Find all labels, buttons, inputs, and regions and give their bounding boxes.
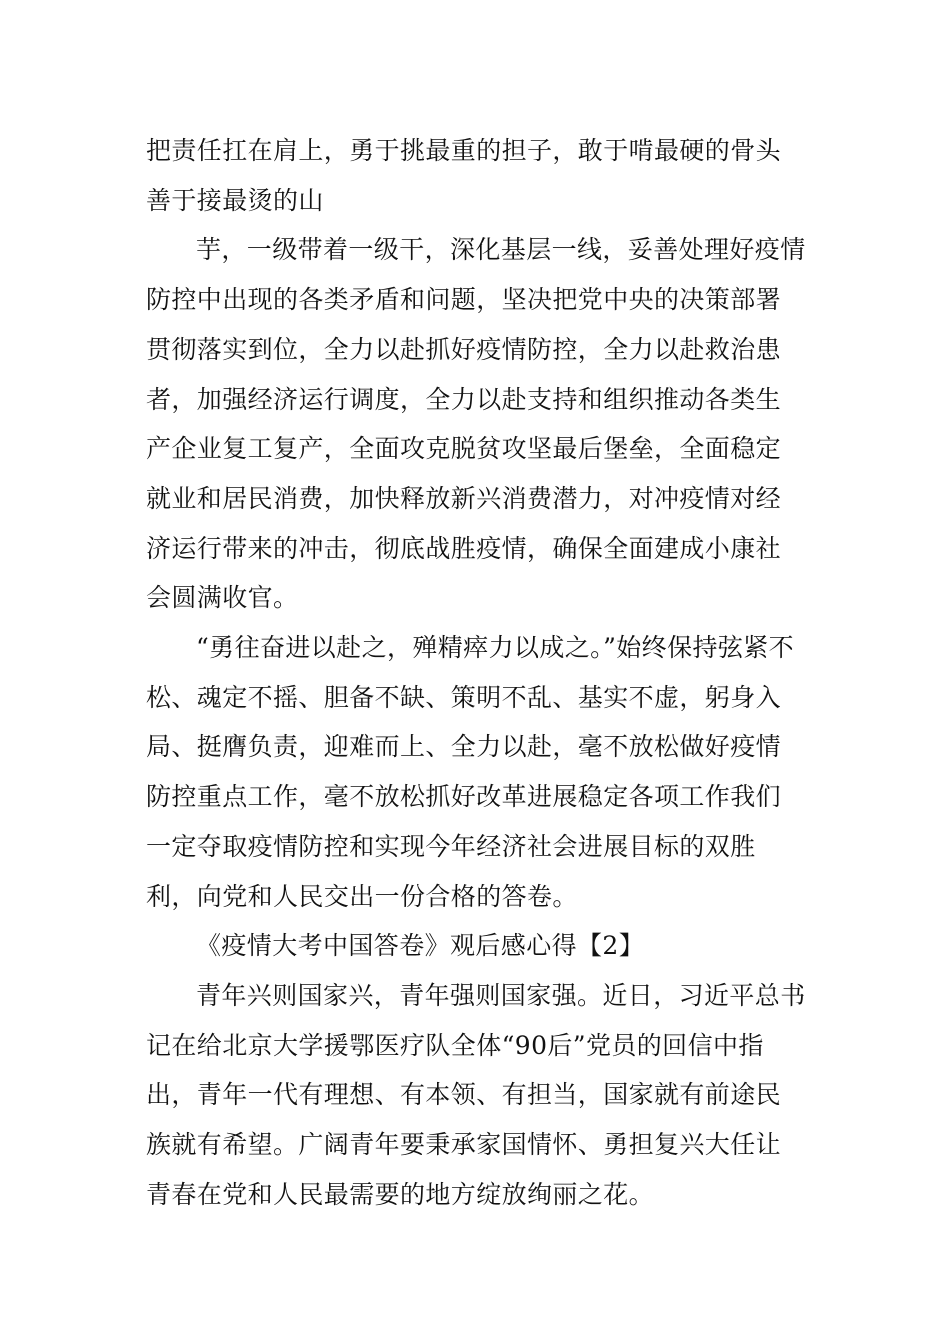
paragraph-youth: 青年兴则国家兴，青年强则国家强。近日，习近平总书记在给北京大学援鄂医疗队全体“90后”党员的回信中指出，青年一代有理想、有本领、有担当，国家就有前途民族就有希望。广阔青年要秉承家国情怀、勇担复兴大任让青春在党和人民最需要的地方绽放绚丽之花。 [146,980,806,1209]
section-heading: 《疫情大考中国答卷》观后感心得【2】 [196,931,645,961]
paragraph-quote-struggle: “勇往奋进以赴之，殚精瘁力以成之。”始终保持弦紧不松、魂定不摇、胆备不缺、策明不乱、基实不虚，躬身入局、挺膺负责，迎难而上、全力以赴，毫不放松做好疫情防控重点工作，毫不放松抓好改革进展稳定各项工作我们一定夺取疫情防控和实现今年经济社会进展目标的双胜利，向党和人民交出一份合格的答卷。 [146,633,795,911]
document-body [146,126,806,1219]
paragraph-continuation: 把责任扛在肩上，勇于挑最重的担子，敢于啃最硬的骨头善于接最烫的山 [146,136,782,215]
paragraph-epidemic-control: 芋，一级带着一级干，深化基层一线，妥善处理好疫情防控中出现的各类矛盾和问题，坚决把党中央的决策部署贯彻落实到位，全力以赴抓好疫情防控，全力以赴救治患者，加强经济运行调度，全力以赴支持和组织推动各类生产企业复工复产，全面攻克脱贫攻坚最后堡垒，全面稳定就业和居民消费，加快释放新兴消费潜力，对冲疫情对经济运行带来的冲击，彻底战胜疫情，确保全面建成小康社会圆满收官。 [146,235,806,613]
